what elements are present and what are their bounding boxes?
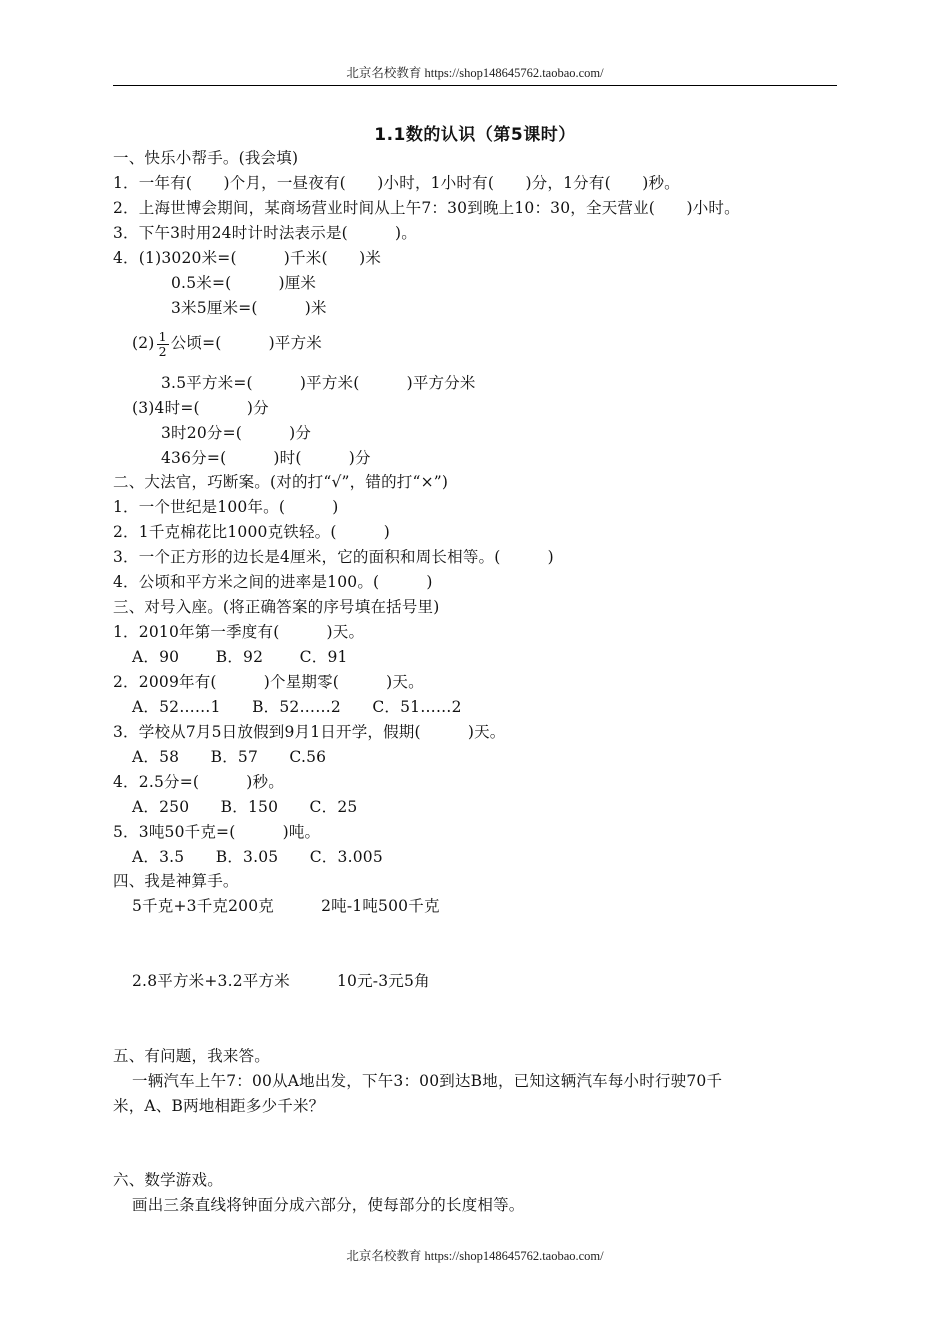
section1-heading: 一、快乐小帮手。(我会填)	[113, 149, 299, 167]
section1-question-2: 2．上海世博会期间，某商场营业时间从上午7：30到晚上10：30，全天营业( )小时。	[113, 199, 740, 217]
section3-question-5-options: A．3.5 B．3.05 C．3.005	[132, 848, 383, 866]
section3-question-4: 4．2.5分=( )秒。	[113, 773, 284, 791]
section3-question-4-options: A．250 B．150 C．25	[132, 798, 358, 816]
fraction-numerator: 1	[158, 328, 167, 344]
page-header: 北京名校教育 https://shop148645762.taobao.com/	[346, 66, 604, 80]
section5-problem-line-2: 米，A、B两地相距多少千米？	[113, 1097, 325, 1115]
section4-row-2: 2.8平方米+3.2平方米 10元-3元5角	[132, 972, 430, 990]
section2-question-4: 4．公顷和平方米之间的进率是100。( )	[113, 573, 433, 591]
section2-question-2: 2．1千克棉花比1000克铁轻。( )	[113, 523, 390, 541]
section1-question-4-line-6: (3)4时=( )分	[132, 399, 269, 417]
section3-question-2: 2．2009年有( )个星期零( )天。	[113, 673, 424, 691]
section4-heading: 四、我是神算手。	[113, 872, 239, 890]
section1-question-4-line-3: 3米5厘米=( )米	[171, 299, 327, 317]
section5-problem-line-1: 一辆汽车上午7：00从A地出发，下午3：00到达B地，已知这辆汽车每小时行驶70千	[132, 1072, 723, 1090]
section1-question-4-line-5: 3.5平方米=( )平方米( )平方分米	[161, 374, 476, 392]
section2-question-1: 1．一个世纪是100年。( )	[113, 498, 339, 516]
section1-question-4-line-4	[132, 325, 322, 361]
section3-question-1: 1．2010年第一季度有( )天。	[113, 623, 365, 641]
section3-question-2-options: A．52……1 B．52……2 C．51……2	[132, 698, 462, 716]
header-rule	[113, 85, 837, 86]
fraction-denominator: 2	[158, 343, 167, 359]
section1-question-4-line-8: 436分=( )时( )分	[161, 449, 371, 467]
section2-heading: 二、大法官，巧断案。(对的打“√”，错的打“×”)	[113, 473, 449, 491]
section3-question-1-options: A．90 B．92 C．91	[132, 648, 348, 666]
section1-question-4-line-1: 4．(1)3020米=( )千米( )米	[113, 249, 382, 267]
section3-heading: 三、对号入座。(将正确答案的序号填在括号里)	[113, 598, 440, 616]
one-half-fraction	[157, 330, 169, 359]
q4-part2-text: 公顷=( )平方米	[170, 334, 323, 352]
section1-question-4-line-7: 3时20分=( )分	[161, 424, 312, 442]
section1-question-1: 1．一年有( )个月，一昼夜有( )小时，1小时有( )分，1分有( )秒。	[113, 174, 680, 192]
section6-task: 画出三条直线将钟面分成六部分，使每部分的长度相等。	[132, 1196, 525, 1214]
section2-question-3: 3．一个正方形的边长是4厘米，它的面积和周长相等。( )	[113, 548, 554, 566]
section6-heading: 六、数学游戏。	[113, 1171, 223, 1189]
page-footer: 北京名校教育 https://shop148645762.taobao.com/	[346, 1249, 604, 1263]
page-title: 1.1数的认识（第5课时）	[374, 125, 576, 145]
section1-question-3: 3．下午3时用24时计时法表示是( )。	[113, 224, 417, 242]
section3-question-3: 3．学校从7月5日放假到9月1日开学，假期( )天。	[113, 723, 506, 741]
section1-question-4-line-2: 0.5米=( )厘米	[171, 274, 317, 292]
section3-question-3-options: A．58 B．57 C.56	[132, 748, 327, 766]
section3-question-5: 5．3吨50千克=( )吨。	[113, 823, 321, 841]
section4-row-1: 5千克+3千克200克 2吨-1吨500千克	[132, 897, 440, 915]
section5-heading: 五、有问题，我来答。	[113, 1047, 271, 1065]
q4-part2-label: (2)	[132, 334, 155, 352]
